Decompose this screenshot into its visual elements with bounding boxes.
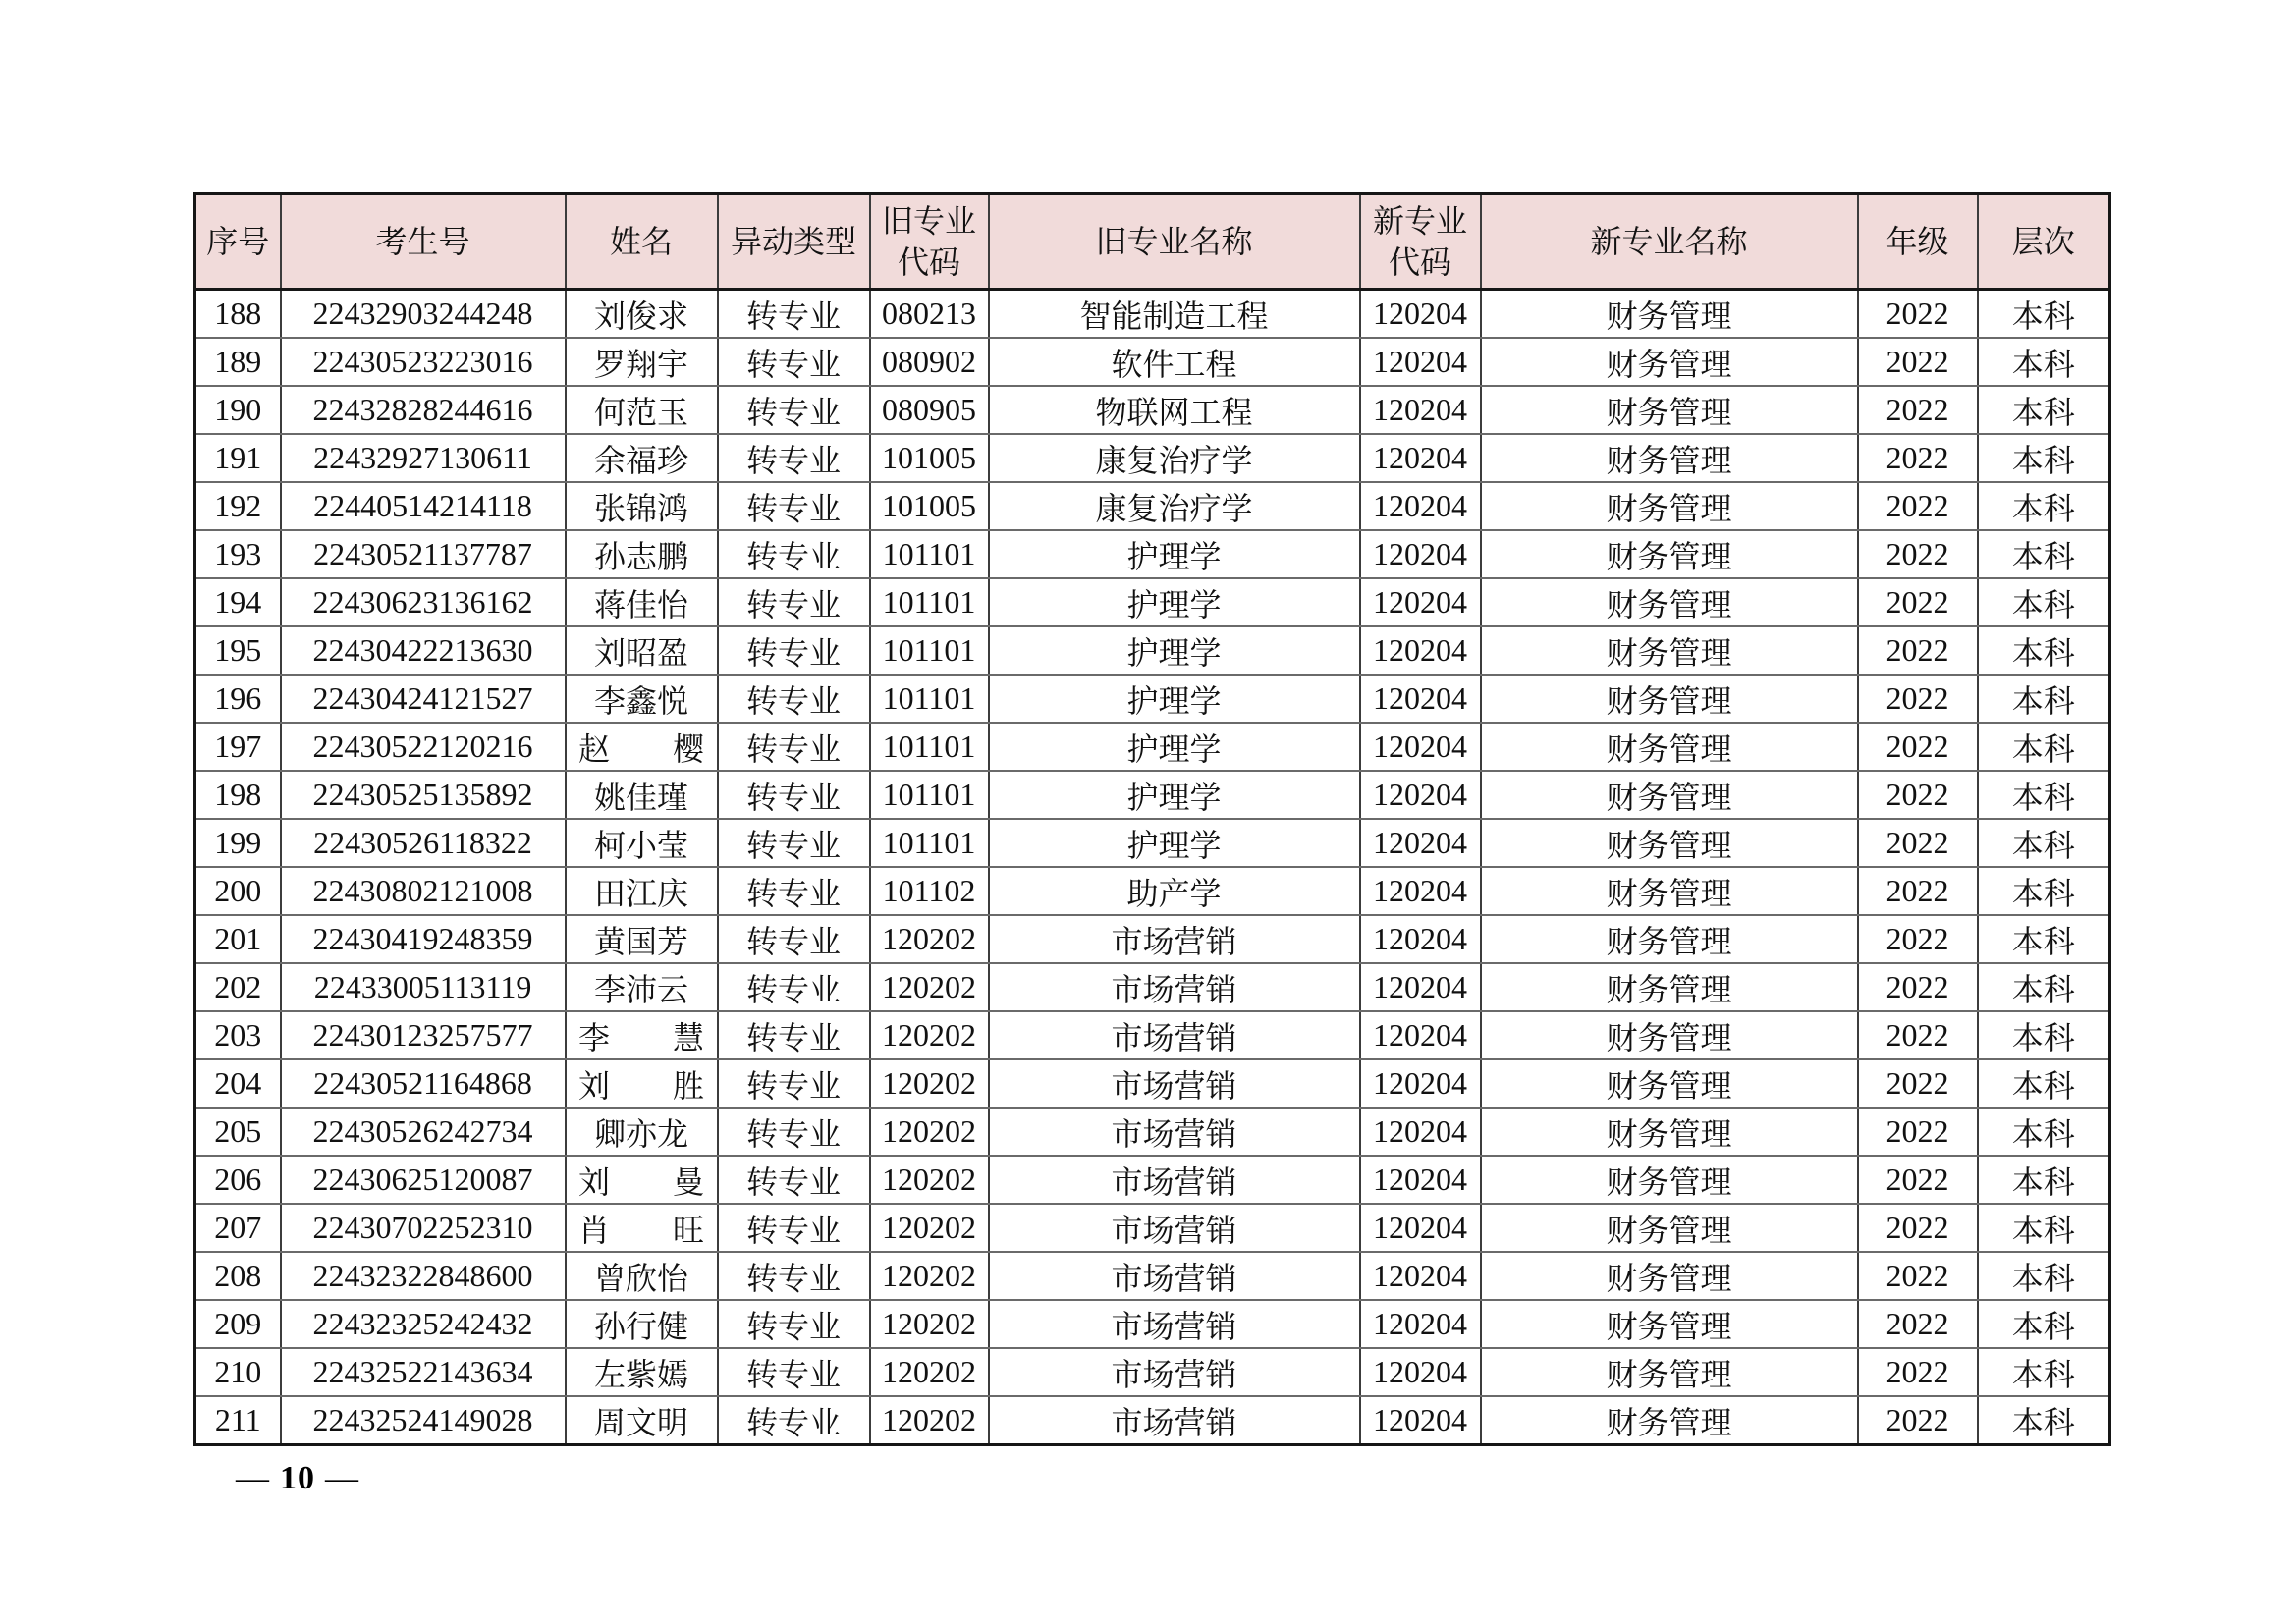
cell-candidate-no: 22432828244616	[281, 386, 566, 434]
cell-old-major-name: 市场营销	[989, 1252, 1360, 1300]
cell-change-type: 转专业	[718, 1348, 870, 1396]
cell-name: 张锦鸿	[566, 482, 718, 530]
cell-level: 本科	[1978, 482, 2110, 530]
col-header-new-major-code-line1: 新专业	[1372, 202, 1467, 239]
table-row	[195, 434, 2110, 482]
table-row	[195, 1204, 2110, 1252]
cell-change-type: 转专业	[718, 338, 870, 386]
table-row	[195, 675, 2110, 723]
cell-level: 本科	[1978, 434, 2110, 482]
col-header-old-major-code	[870, 194, 989, 290]
cell-candidate-no: 22433005113119	[281, 963, 566, 1011]
cell-old-major-code: 101101	[870, 530, 989, 578]
table-row	[195, 1396, 2110, 1445]
cell-change-type: 转专业	[718, 482, 870, 530]
cell-index: 211	[195, 1396, 281, 1445]
cell-candidate-no: 22430625120087	[281, 1156, 566, 1204]
cell-index: 190	[195, 386, 281, 434]
cell-candidate-no: 22432524149028	[281, 1396, 566, 1445]
cell-grade: 2022	[1858, 1252, 1978, 1300]
cell-old-major-code: 080213	[870, 290, 989, 339]
cell-change-type: 转专业	[718, 434, 870, 482]
col-header-candidate-no	[281, 194, 566, 290]
cell-grade: 2022	[1858, 626, 1978, 675]
cell-candidate-no: 22430802121008	[281, 867, 566, 915]
cell-old-major-code: 101005	[870, 482, 989, 530]
cell-index: 207	[195, 1204, 281, 1252]
cell-change-type: 转专业	[718, 626, 870, 675]
table-row	[195, 723, 2110, 771]
cell-candidate-no: 22430123257577	[281, 1011, 566, 1059]
cell-level: 本科	[1978, 290, 2110, 339]
table-row	[195, 482, 2110, 530]
page-number-right-dash: —	[325, 1460, 359, 1496]
cell-name: 曾欣怡	[566, 1252, 718, 1300]
cell-new-major-code: 120204	[1360, 915, 1481, 963]
cell-name: 刘俊求	[566, 290, 718, 339]
cell-name: 姚佳瑾	[566, 771, 718, 819]
cell-name: 李沛云	[566, 963, 718, 1011]
cell-new-major-name: 财务管理	[1481, 963, 1858, 1011]
cell-old-major-name: 护理学	[989, 675, 1360, 723]
cell-new-major-code: 120204	[1360, 338, 1481, 386]
cell-grade: 2022	[1858, 482, 1978, 530]
cell-index: 189	[195, 338, 281, 386]
col-header-level	[1978, 194, 2110, 290]
cell-new-major-name: 财务管理	[1481, 771, 1858, 819]
cell-change-type: 转专业	[718, 1252, 870, 1300]
cell-name: 周文明	[566, 1396, 718, 1445]
cell-old-major-code: 101005	[870, 434, 989, 482]
major-transfer-table	[193, 192, 2111, 1446]
cell-new-major-code: 120204	[1360, 675, 1481, 723]
cell-level: 本科	[1978, 819, 2110, 867]
cell-index: 192	[195, 482, 281, 530]
cell-change-type: 转专业	[718, 819, 870, 867]
cell-name: 余福珍	[566, 434, 718, 482]
cell-change-type: 转专业	[718, 1300, 870, 1348]
cell-name: 孙行健	[566, 1300, 718, 1348]
cell-name: 李鑫悦	[566, 675, 718, 723]
cell-new-major-code: 120204	[1360, 626, 1481, 675]
cell-name: 蒋佳怡	[566, 578, 718, 626]
cell-index: 188	[195, 290, 281, 339]
cell-candidate-no: 22440514214118	[281, 482, 566, 530]
cell-new-major-name: 财务管理	[1481, 1156, 1858, 1204]
table-row	[195, 1059, 2110, 1108]
cell-name: 田江庆	[566, 867, 718, 915]
cell-change-type: 转专业	[718, 290, 870, 339]
cell-old-major-name: 市场营销	[989, 1300, 1360, 1348]
cell-level: 本科	[1978, 1348, 2110, 1396]
cell-old-major-code: 080902	[870, 338, 989, 386]
cell-grade: 2022	[1858, 530, 1978, 578]
cell-level: 本科	[1978, 1252, 2110, 1300]
table-row	[195, 771, 2110, 819]
table-row	[195, 915, 2110, 963]
table-row	[195, 1156, 2110, 1204]
cell-new-major-code: 120204	[1360, 578, 1481, 626]
cell-index: 193	[195, 530, 281, 578]
cell-change-type: 转专业	[718, 1396, 870, 1445]
cell-candidate-no: 22430523223016	[281, 338, 566, 386]
cell-new-major-name: 财务管理	[1481, 1108, 1858, 1156]
cell-candidate-no: 22432927130611	[281, 434, 566, 482]
cell-level: 本科	[1978, 723, 2110, 771]
cell-grade: 2022	[1858, 819, 1978, 867]
cell-index: 206	[195, 1156, 281, 1204]
cell-index: 195	[195, 626, 281, 675]
cell-grade: 2022	[1858, 1011, 1978, 1059]
cell-new-major-name: 财务管理	[1481, 1059, 1858, 1108]
col-header-name-line1: 姓名	[609, 223, 673, 259]
table-row	[195, 290, 2110, 339]
cell-grade: 2022	[1858, 338, 1978, 386]
cell-level: 本科	[1978, 626, 2110, 675]
col-header-candidate-no-line1: 考生号	[375, 223, 470, 259]
cell-candidate-no: 22430419248359	[281, 915, 566, 963]
cell-change-type: 转专业	[718, 1011, 870, 1059]
cell-new-major-name: 财务管理	[1481, 482, 1858, 530]
cell-candidate-no: 22430526118322	[281, 819, 566, 867]
table-row	[195, 530, 2110, 578]
cell-old-major-name: 助产学	[989, 867, 1360, 915]
cell-name: 何范玉	[566, 386, 718, 434]
cell-level: 本科	[1978, 578, 2110, 626]
cell-grade: 2022	[1858, 771, 1978, 819]
cell-index: 205	[195, 1108, 281, 1156]
cell-new-major-name: 财务管理	[1481, 1348, 1858, 1396]
cell-grade: 2022	[1858, 1156, 1978, 1204]
cell-new-major-code: 120204	[1360, 290, 1481, 339]
cell-new-major-name: 财务管理	[1481, 675, 1858, 723]
cell-change-type: 转专业	[718, 1204, 870, 1252]
cell-change-type: 转专业	[718, 675, 870, 723]
cell-new-major-code: 120204	[1360, 1108, 1481, 1156]
cell-name: 刘 曼	[566, 1156, 718, 1204]
cell-change-type: 转专业	[718, 1156, 870, 1204]
table-row	[195, 1348, 2110, 1396]
cell-old-major-name: 康复治疗学	[989, 434, 1360, 482]
cell-new-major-name: 财务管理	[1481, 915, 1858, 963]
cell-candidate-no: 22430525135892	[281, 771, 566, 819]
cell-grade: 2022	[1858, 675, 1978, 723]
cell-grade: 2022	[1858, 1396, 1978, 1445]
table-row	[195, 338, 2110, 386]
cell-old-major-name: 护理学	[989, 819, 1360, 867]
cell-candidate-no: 22430521137787	[281, 530, 566, 578]
cell-index: 198	[195, 771, 281, 819]
table-row	[195, 819, 2110, 867]
cell-new-major-code: 120204	[1360, 1300, 1481, 1348]
cell-level: 本科	[1978, 338, 2110, 386]
cell-new-major-code: 120204	[1360, 1059, 1481, 1108]
cell-candidate-no: 22432325242432	[281, 1300, 566, 1348]
col-header-level-line1: 层次	[2011, 223, 2075, 259]
cell-new-major-code: 120204	[1360, 434, 1481, 482]
cell-old-major-code: 120202	[870, 1059, 989, 1108]
cell-level: 本科	[1978, 867, 2110, 915]
cell-grade: 2022	[1858, 1108, 1978, 1156]
cell-old-major-code: 120202	[870, 1396, 989, 1445]
table-row	[195, 1252, 2110, 1300]
cell-level: 本科	[1978, 1204, 2110, 1252]
cell-index: 209	[195, 1300, 281, 1348]
col-header-new-major-name	[1481, 194, 1858, 290]
cell-old-major-code: 080905	[870, 386, 989, 434]
cell-name: 左紫嫣	[566, 1348, 718, 1396]
cell-name: 孙志鹏	[566, 530, 718, 578]
cell-candidate-no: 22430521164868	[281, 1059, 566, 1108]
cell-name: 赵 樱	[566, 723, 718, 771]
cell-candidate-no: 22430522120216	[281, 723, 566, 771]
cell-old-major-name: 护理学	[989, 578, 1360, 626]
cell-new-major-name: 财务管理	[1481, 290, 1858, 339]
cell-level: 本科	[1978, 386, 2110, 434]
cell-name: 李 慧	[566, 1011, 718, 1059]
col-header-name	[566, 194, 718, 290]
cell-new-major-code: 120204	[1360, 867, 1481, 915]
cell-new-major-name: 财务管理	[1481, 530, 1858, 578]
col-header-old-major-code-line2: 代码	[897, 244, 960, 280]
cell-new-major-name: 财务管理	[1481, 626, 1858, 675]
cell-old-major-name: 市场营销	[989, 1348, 1360, 1396]
cell-change-type: 转专业	[718, 578, 870, 626]
col-header-grade-line1: 年级	[1886, 223, 1949, 259]
cell-old-major-name: 软件工程	[989, 338, 1360, 386]
cell-old-major-code: 120202	[870, 1348, 989, 1396]
cell-grade: 2022	[1858, 1204, 1978, 1252]
cell-index: 199	[195, 819, 281, 867]
cell-new-major-name: 财务管理	[1481, 1252, 1858, 1300]
cell-level: 本科	[1978, 1396, 2110, 1445]
col-header-grade	[1858, 194, 1978, 290]
cell-old-major-name: 护理学	[989, 626, 1360, 675]
cell-grade: 2022	[1858, 867, 1978, 915]
col-header-new-major-name-line1: 新专业名称	[1590, 223, 1748, 259]
cell-old-major-code: 120202	[870, 1300, 989, 1348]
cell-change-type: 转专业	[718, 1059, 870, 1108]
cell-old-major-name: 市场营销	[989, 915, 1360, 963]
cell-old-major-code: 101101	[870, 675, 989, 723]
cell-candidate-no: 22432322848600	[281, 1252, 566, 1300]
table-row	[195, 1108, 2110, 1156]
cell-grade: 2022	[1858, 723, 1978, 771]
cell-candidate-no: 22430422213630	[281, 626, 566, 675]
cell-change-type: 转专业	[718, 723, 870, 771]
page-number-value: 10	[280, 1460, 315, 1496]
cell-old-major-name: 康复治疗学	[989, 482, 1360, 530]
cell-index: 200	[195, 867, 281, 915]
cell-grade: 2022	[1858, 1348, 1978, 1396]
cell-index: 197	[195, 723, 281, 771]
table-row	[195, 963, 2110, 1011]
cell-index: 208	[195, 1252, 281, 1300]
cell-index: 201	[195, 915, 281, 963]
table-row	[195, 626, 2110, 675]
cell-old-major-code: 120202	[870, 1156, 989, 1204]
cell-old-major-code: 101101	[870, 578, 989, 626]
table-row	[195, 867, 2110, 915]
cell-old-major-name: 市场营销	[989, 1108, 1360, 1156]
cell-old-major-code: 120202	[870, 915, 989, 963]
cell-new-major-name: 财务管理	[1481, 1011, 1858, 1059]
cell-old-major-name: 市场营销	[989, 1204, 1360, 1252]
cell-old-major-name: 市场营销	[989, 1396, 1360, 1445]
cell-level: 本科	[1978, 530, 2110, 578]
col-header-index	[195, 194, 281, 290]
cell-old-major-name: 护理学	[989, 771, 1360, 819]
cell-index: 203	[195, 1011, 281, 1059]
cell-change-type: 转专业	[718, 386, 870, 434]
col-header-change-type-line1: 异动类型	[730, 223, 856, 259]
cell-candidate-no: 22432522143634	[281, 1348, 566, 1396]
cell-old-major-name: 市场营销	[989, 1156, 1360, 1204]
cell-new-major-code: 120204	[1360, 771, 1481, 819]
cell-grade: 2022	[1858, 578, 1978, 626]
table-header-row	[195, 194, 2110, 290]
cell-new-major-code: 120204	[1360, 1204, 1481, 1252]
col-header-new-major-code	[1360, 194, 1481, 290]
cell-change-type: 转专业	[718, 1108, 870, 1156]
cell-new-major-name: 财务管理	[1481, 723, 1858, 771]
cell-level: 本科	[1978, 963, 2110, 1011]
cell-new-major-code: 120204	[1360, 1396, 1481, 1445]
cell-grade: 2022	[1858, 434, 1978, 482]
table-row	[195, 578, 2110, 626]
cell-index: 202	[195, 963, 281, 1011]
cell-grade: 2022	[1858, 1059, 1978, 1108]
cell-old-major-name: 护理学	[989, 530, 1360, 578]
cell-name: 卿亦龙	[566, 1108, 718, 1156]
cell-old-major-code: 120202	[870, 1252, 989, 1300]
table-row	[195, 386, 2110, 434]
cell-change-type: 转专业	[718, 530, 870, 578]
cell-new-major-code: 120204	[1360, 1252, 1481, 1300]
cell-old-major-code: 120202	[870, 963, 989, 1011]
cell-new-major-code: 120204	[1360, 723, 1481, 771]
cell-grade: 2022	[1858, 1300, 1978, 1348]
cell-old-major-code: 101101	[870, 723, 989, 771]
cell-new-major-name: 财务管理	[1481, 338, 1858, 386]
cell-new-major-code: 120204	[1360, 482, 1481, 530]
cell-old-major-name: 市场营销	[989, 1011, 1360, 1059]
cell-new-major-name: 财务管理	[1481, 819, 1858, 867]
col-header-new-major-code-line2: 代码	[1388, 244, 1451, 280]
col-header-old-major-name-line1: 旧专业名称	[1095, 223, 1253, 259]
cell-old-major-code: 101102	[870, 867, 989, 915]
cell-new-major-code: 120204	[1360, 1011, 1481, 1059]
cell-change-type: 转专业	[718, 867, 870, 915]
cell-index: 191	[195, 434, 281, 482]
cell-index: 204	[195, 1059, 281, 1108]
cell-old-major-name: 智能制造工程	[989, 290, 1360, 339]
cell-level: 本科	[1978, 771, 2110, 819]
cell-name: 罗翔宇	[566, 338, 718, 386]
cell-new-major-code: 120204	[1360, 386, 1481, 434]
cell-level: 本科	[1978, 1300, 2110, 1348]
cell-name: 刘 胜	[566, 1059, 718, 1108]
cell-candidate-no: 22430623136162	[281, 578, 566, 626]
cell-new-major-name: 财务管理	[1481, 867, 1858, 915]
cell-new-major-name: 财务管理	[1481, 434, 1858, 482]
cell-new-major-name: 财务管理	[1481, 578, 1858, 626]
table-row	[195, 1011, 2110, 1059]
cell-name: 刘昭盈	[566, 626, 718, 675]
cell-candidate-no: 22432903244248	[281, 290, 566, 339]
table-row	[195, 1300, 2110, 1348]
cell-change-type: 转专业	[718, 963, 870, 1011]
page-number-left-dash: —	[236, 1460, 270, 1496]
cell-level: 本科	[1978, 915, 2110, 963]
cell-name: 肖 旺	[566, 1204, 718, 1252]
col-header-old-major-code-line1: 旧专业	[881, 202, 976, 239]
cell-old-major-code: 101101	[870, 626, 989, 675]
cell-candidate-no: 22430424121527	[281, 675, 566, 723]
cell-new-major-name: 财务管理	[1481, 386, 1858, 434]
cell-old-major-name: 护理学	[989, 723, 1360, 771]
cell-index: 210	[195, 1348, 281, 1396]
cell-index: 194	[195, 578, 281, 626]
cell-new-major-code: 120204	[1360, 1348, 1481, 1396]
cell-new-major-code: 120204	[1360, 1156, 1481, 1204]
cell-grade: 2022	[1858, 290, 1978, 339]
cell-level: 本科	[1978, 1156, 2110, 1204]
cell-new-major-name: 财务管理	[1481, 1300, 1858, 1348]
cell-level: 本科	[1978, 1011, 2110, 1059]
cell-grade: 2022	[1858, 386, 1978, 434]
cell-level: 本科	[1978, 1059, 2110, 1108]
cell-name: 黄国芳	[566, 915, 718, 963]
cell-new-major-name: 财务管理	[1481, 1396, 1858, 1445]
cell-change-type: 转专业	[718, 771, 870, 819]
cell-old-major-code: 120202	[870, 1108, 989, 1156]
col-header-change-type	[718, 194, 870, 290]
cell-new-major-name: 财务管理	[1481, 1204, 1858, 1252]
cell-old-major-name: 市场营销	[989, 963, 1360, 1011]
cell-old-major-code: 120202	[870, 1204, 989, 1252]
cell-candidate-no: 22430526242734	[281, 1108, 566, 1156]
cell-new-major-code: 120204	[1360, 530, 1481, 578]
cell-new-major-code: 120204	[1360, 819, 1481, 867]
cell-old-major-code: 101101	[870, 771, 989, 819]
cell-old-major-code: 120202	[870, 1011, 989, 1059]
page-number	[236, 1460, 359, 1497]
cell-grade: 2022	[1858, 915, 1978, 963]
col-header-old-major-name	[989, 194, 1360, 290]
cell-change-type: 转专业	[718, 915, 870, 963]
cell-new-major-code: 120204	[1360, 963, 1481, 1011]
cell-grade: 2022	[1858, 963, 1978, 1011]
cell-old-major-code: 101101	[870, 819, 989, 867]
cell-level: 本科	[1978, 1108, 2110, 1156]
cell-candidate-no: 22430702252310	[281, 1204, 566, 1252]
col-header-index-line1: 序号	[206, 223, 270, 259]
cell-index: 196	[195, 675, 281, 723]
cell-name: 柯小莹	[566, 819, 718, 867]
cell-old-major-name: 市场营销	[989, 1059, 1360, 1108]
cell-level: 本科	[1978, 675, 2110, 723]
cell-old-major-name: 物联网工程	[989, 386, 1360, 434]
